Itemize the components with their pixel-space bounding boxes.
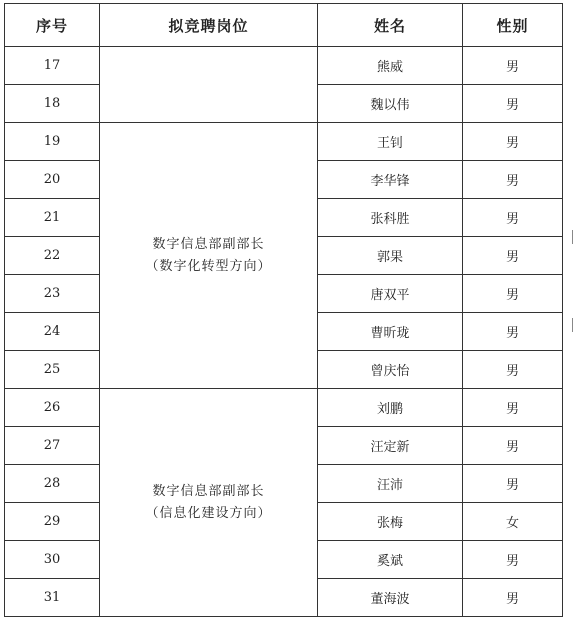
edge-tick-bottom (572, 318, 573, 332)
cell-gender: 女 (463, 503, 563, 541)
cell-gender: 男 (463, 351, 563, 389)
cell-gender: 男 (463, 199, 563, 237)
cell-name: 郭果 (318, 237, 463, 275)
table-row (5, 47, 563, 85)
position-line: 数字信息部副部长 (152, 236, 265, 252)
cell-name: 魏以伟 (318, 85, 463, 123)
cell-no: 21 (5, 199, 100, 237)
cell-name: 曹昕珑 (318, 313, 463, 351)
header-row (5, 4, 563, 47)
cell-no: 25 (5, 351, 100, 389)
cell-no: 30 (5, 541, 100, 579)
cell-gender: 男 (463, 161, 563, 199)
cell-position (100, 123, 318, 389)
candidate-table (4, 3, 563, 617)
cell-no: 28 (5, 465, 100, 503)
cell-name: 汪沛 (318, 465, 463, 503)
cell-gender: 男 (463, 237, 563, 275)
table-body (5, 47, 563, 617)
cell-name: 汪定新 (318, 427, 463, 465)
cell-gender: 男 (463, 123, 563, 161)
cell-no: 26 (5, 389, 100, 427)
cell-name: 熊威 (318, 47, 463, 85)
cell-name: 张科胜 (318, 199, 463, 237)
header-name: 姓名 (318, 4, 463, 47)
header-position: 拟竞聘岗位 (100, 4, 318, 47)
cell-no: 17 (5, 47, 100, 85)
cell-gender: 男 (463, 579, 563, 617)
cell-name: 李华锋 (318, 161, 463, 199)
cell-name: 王钊 (318, 123, 463, 161)
cell-gender: 男 (463, 313, 563, 351)
cell-no: 31 (5, 579, 100, 617)
cell-no: 27 (5, 427, 100, 465)
cell-no: 24 (5, 313, 100, 351)
position-line: （数字化转型方向） (145, 258, 272, 274)
cell-no: 18 (5, 85, 100, 123)
cell-name: 奚斌 (318, 541, 463, 579)
table-row (5, 123, 563, 161)
cell-gender: 男 (463, 275, 563, 313)
table-row (5, 389, 563, 427)
header-gender: 性别 (463, 4, 563, 47)
cell-gender: 男 (463, 427, 563, 465)
table-header (5, 4, 563, 47)
cell-name: 刘鹏 (318, 389, 463, 427)
cell-no: 29 (5, 503, 100, 541)
cell-name: 唐双平 (318, 275, 463, 313)
cell-gender: 男 (463, 85, 563, 123)
cell-no: 20 (5, 161, 100, 199)
cell-name: 张梅 (318, 503, 463, 541)
cell-no: 19 (5, 123, 100, 161)
cell-no: 23 (5, 275, 100, 313)
cell-position (100, 47, 318, 123)
cell-gender: 男 (463, 541, 563, 579)
position-line: 数字信息部副部长 (152, 483, 265, 499)
cell-gender: 男 (463, 465, 563, 503)
cell-gender: 男 (463, 389, 563, 427)
header-no: 序号 (5, 4, 100, 47)
edge-tick-top (572, 230, 573, 244)
cell-no: 22 (5, 237, 100, 275)
cell-position (100, 389, 318, 617)
cell-name: 曾庆怡 (318, 351, 463, 389)
position-line: （信息化建设方向） (145, 505, 272, 521)
cell-gender: 男 (463, 47, 563, 85)
cell-name: 董海波 (318, 579, 463, 617)
